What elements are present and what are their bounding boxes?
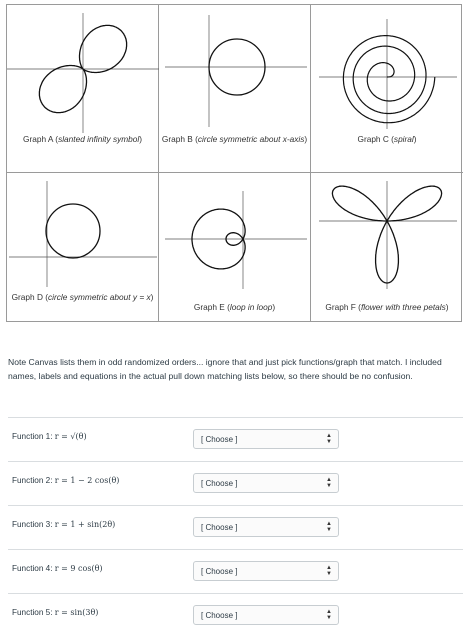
graph-grid — [6, 4, 462, 322]
graph-select-dropdown[interactable]: [ Choose ] ▲ ▼ — [193, 473, 339, 493]
graph-c-plot — [311, 5, 463, 135]
graph-d-plot — [7, 173, 159, 291]
graph-cell-c — [311, 5, 463, 173]
graph-cell-e — [159, 173, 311, 321]
graph-cell-b — [159, 5, 311, 173]
function-label: Function 2: r = 1 − 2 cos(θ) — [12, 476, 120, 485]
updown-chevron-icon: ▲ ▼ — [326, 521, 332, 533]
graph-select-dropdown[interactable]: [ Choose ] ▲ ▼ — [193, 517, 339, 537]
matching-row — [8, 549, 463, 593]
graph-a-caption: Graph A (slanted infinity symbol) — [23, 134, 142, 144]
function-label: Function 3: r = 1 + sin(2θ) — [12, 520, 116, 529]
graph-select-dropdown[interactable]: [ Choose ] ▲ ▼ — [193, 561, 339, 581]
updown-chevron-icon: ▲ ▼ — [326, 433, 332, 445]
function-label: Function 1: r = √(θ) — [12, 432, 87, 441]
graph-cell-a — [7, 5, 159, 173]
matching-row — [8, 417, 463, 461]
graph-e-caption: Graph E (loop in loop) — [193, 302, 276, 312]
graph-f-caption: Graph F (flower with three petals) — [325, 302, 449, 312]
graph-cell-d — [7, 173, 159, 321]
function-label: Function 4: r = 9 cos(θ) — [12, 564, 103, 573]
matching-row — [8, 593, 463, 637]
graph-c-caption: Graph C (spiral) — [357, 134, 417, 144]
graph-d-caption: Graph D (circle symmetric about y = x) — [11, 292, 154, 302]
updown-chevron-icon: ▲ ▼ — [326, 565, 332, 577]
graph-cell-f — [311, 173, 463, 321]
graph-a-plot — [7, 5, 159, 135]
graph-select-dropdown[interactable]: [ Choose ] ▲ ▼ — [193, 429, 339, 449]
graph-b-caption: Graph B (circle symmetric about x-axis) — [161, 134, 308, 144]
instructions-note: Note Canvas lists them in odd randomized orders... ignore that and just pick functions/graph that match. I included names, labels and equations in the actual pull down matching lists below, so there should be no confusion. — [8, 357, 442, 381]
function-label: Function 5: r = sin(3θ) — [12, 608, 99, 617]
graph-select-dropdown[interactable]: [ Choose ] ▲ ▼ — [193, 605, 339, 625]
matching-row — [8, 505, 463, 549]
graph-f-plot — [311, 173, 463, 291]
updown-chevron-icon: ▲ ▼ — [326, 609, 332, 621]
updown-chevron-icon: ▲ ▼ — [326, 477, 332, 489]
graph-b-plot — [159, 5, 311, 135]
matching-row — [8, 461, 463, 505]
graph-e-plot — [159, 173, 311, 291]
